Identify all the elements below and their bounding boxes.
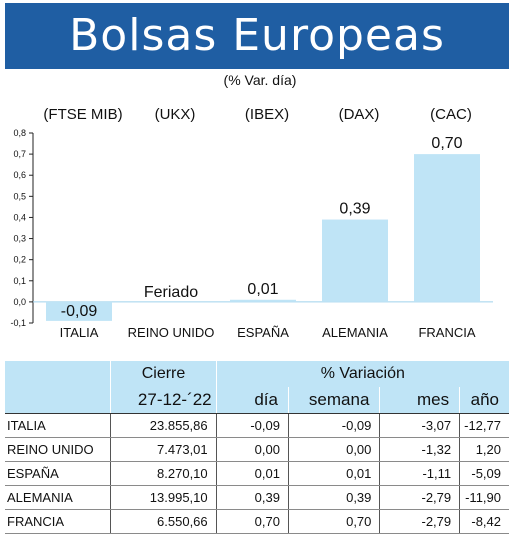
row-mes: -1,32 [380, 438, 460, 462]
y-tick-label: 0,7 [13, 149, 26, 160]
y-tick-label: 0,0 [13, 296, 26, 307]
bar [322, 220, 388, 302]
title-banner [5, 3, 509, 69]
y-tick-label: 0,2 [13, 254, 26, 265]
category-label: REINO UNIDO [127, 325, 215, 340]
y-tick-label: 0,1 [13, 275, 26, 286]
y-tick-label: 0,8 [13, 128, 26, 138]
row-semana: -0,09 [288, 414, 379, 438]
row-cierre: 7.473,01 [111, 438, 216, 462]
row-name: ITALIA [5, 414, 111, 438]
row-name: FRANCIA [5, 510, 111, 534]
table-row [5, 414, 509, 438]
table-header-row [5, 361, 509, 387]
header-dia: día [216, 387, 288, 414]
category-label: ITALIA [59, 325, 99, 340]
row-anio: -8,42 [460, 510, 509, 534]
table-subheader-row [5, 387, 509, 414]
header-cierre: Cierre [111, 361, 216, 387]
y-tick-label: 0,3 [13, 233, 26, 244]
row-dia: 0,00 [216, 438, 288, 462]
index-label-dax: (DAX) [338, 106, 380, 123]
data-label: -0,09 [60, 302, 98, 320]
category-label: FRANCIA [418, 325, 476, 340]
row-name: REINO UNIDO [5, 438, 111, 462]
row-mes: -2,79 [380, 486, 460, 510]
row-anio: -5,09 [460, 462, 509, 486]
index-label-cac: (CAC) [430, 106, 472, 123]
data-label: 0,39 [339, 200, 371, 218]
row-semana: 0,70 [288, 510, 379, 534]
row-name: ALEMANIA [5, 486, 111, 510]
data-label: 0,01 [247, 280, 279, 298]
row-anio: 1,20 [460, 438, 509, 462]
row-dia: 0,01 [216, 462, 288, 486]
bar [230, 300, 296, 302]
subheader-empty-cell [5, 387, 111, 414]
category-label: ESPAÑA [237, 325, 289, 340]
row-cierre: 23.855,86 [111, 414, 216, 438]
row-anio: -12,77 [460, 414, 509, 438]
row-semana: 0,01 [288, 462, 379, 486]
row-mes: -3,07 [380, 414, 460, 438]
row-semana: 0,00 [288, 438, 379, 462]
header-semana: semana [288, 387, 379, 414]
header-variacion: % Variación [216, 361, 509, 387]
table-row [5, 462, 509, 486]
y-tick-label: -0,1 [10, 318, 26, 328]
data-label: Feriado [143, 283, 199, 301]
table-row [5, 486, 509, 510]
header-mes: mes [380, 387, 460, 414]
row-dia: 0,39 [216, 486, 288, 510]
category-label: ALEMANIA [322, 325, 388, 340]
row-dia: 0,70 [216, 510, 288, 534]
row-semana: 0,39 [288, 486, 379, 510]
row-anio: -11,90 [460, 486, 509, 510]
header-empty-cell [5, 361, 111, 387]
data-label: 0,70 [431, 135, 463, 153]
quotes-table [5, 361, 509, 534]
bar [414, 154, 480, 302]
row-dia: -0,09 [216, 414, 288, 438]
subtitle: (% Var. día) [223, 72, 297, 88]
row-mes: -2,79 [380, 510, 460, 534]
index-label-ftse-mib: (FTSE MIB) [43, 106, 123, 123]
table-row [5, 510, 509, 534]
index-label-ukx: (UKX) [154, 106, 196, 123]
row-mes: -1,11 [380, 462, 460, 486]
page-title: Bolsas Europeas [69, 10, 445, 61]
header-anio: año [460, 387, 509, 414]
y-tick-label: 0,6 [13, 170, 26, 181]
row-cierre: 8.270,10 [111, 462, 216, 486]
row-cierre: 13.995,10 [111, 486, 216, 510]
index-label-ibex: (IBEX) [244, 106, 290, 123]
row-name: ESPAÑA [5, 462, 111, 486]
bar-chart [0, 125, 520, 350]
table-row [5, 438, 509, 462]
y-tick-label: 0,5 [13, 191, 26, 202]
header-date: 27-12-´22 [111, 387, 216, 414]
row-cierre: 6.550,66 [111, 510, 216, 534]
y-tick-label: 0,4 [13, 212, 26, 223]
